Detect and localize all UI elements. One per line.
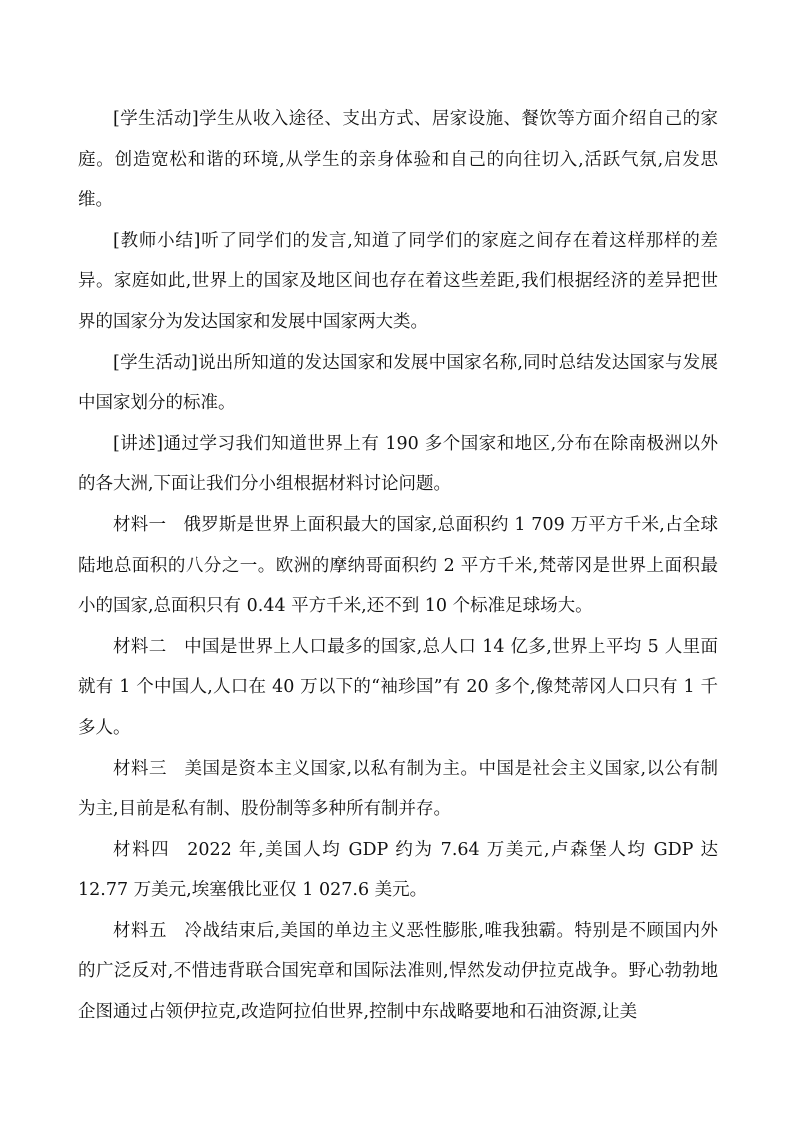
paragraph-material-4 (78, 830, 718, 911)
material-label: 材料三 (113, 758, 167, 779)
paragraph-text: 2022 年,美国人均 GDP 约为 7.64 万美元,卢森堡人均 GDP 达 12.77 万美元,埃塞俄比亚仅 1 027.6 美元。 (78, 839, 719, 901)
paragraph-text: 俄罗斯是世界上面积最大的国家,总面积约 1 709 万平方千米,占全球陆地总面积的八分之一。欧洲的摩纳哥面积约 2 平方千米,梵蒂冈是世界上面积最小的国家,总面积只有 0.44 平方千米,还不到 10 个标准足球场大。 (78, 514, 718, 617)
paragraph-student-activity-2 (78, 343, 718, 424)
material-label: 材料四 (113, 839, 171, 860)
paragraph-text: [讲述]通过学习我们知道世界上有 190 多个国家和地区,分布在除南极洲以外的各大洲,下面让我们分小组根据材料讨论问题。 (78, 433, 718, 495)
material-label: 材料五 (113, 920, 167, 941)
paragraph-text: 美国是资本主义国家,以私有制为主。中国是社会主义国家,以公有制为主,目前是私有制、股份制等多种所有制并存。 (78, 758, 719, 820)
paragraph-text: [教师小结]听了同学们的发言,知道了同学们的家庭之间存在着这样那样的差异。家庭如此,世界上的国家及地区间也存在着这些差距,我们根据经济的差异把世界的国家分为发达国家和发展中国家两大类。 (78, 230, 718, 332)
paragraph-teacher-summary (78, 221, 718, 343)
paragraph-material-2 (78, 627, 718, 749)
paragraph-text: [学生活动]说出所知道的发达国家和发展中国家名称,同时总结发达国家与发展中国家划分的标准。 (78, 352, 718, 414)
material-label: 材料一 (113, 514, 167, 535)
paragraph-student-activity-1 (78, 99, 718, 221)
paragraph-text: 冷战结束后,美国的单边主义恶性膨胀,唯我独霸。特别是不顾国内外的广泛反对,不惜违背联合国宪章和国际法准则,悍然发动伊拉克战争。野心勃勃地企图通过占领伊拉克,改造阿拉伯世界,控制中东战略要地和石油资源,让美 (78, 920, 719, 1023)
paragraph-text: 中国是世界上人口最多的国家,总人口 14 亿多,世界上平均 5 人里面就有 1 个中国人,人口在 40 万以下的“袖珍国”有 20 多个,像梵蒂冈人口只有 1 千多人。 (78, 636, 719, 738)
paragraph-text: [学生活动]学生从收入途径、支出方式、居家设施、餐饮等方面介绍自己的家庭。创造宽松和谐的环境,从学生的亲身体验和自己的向往切入,活跃气氛,启发思维。 (78, 109, 718, 211)
paragraph-material-3 (78, 749, 718, 830)
paragraph-lecture (78, 424, 718, 505)
paragraph-material-5 (78, 911, 718, 1033)
document-body (78, 99, 718, 1033)
paragraph-material-1 (78, 505, 718, 627)
material-label: 材料二 (113, 636, 167, 657)
